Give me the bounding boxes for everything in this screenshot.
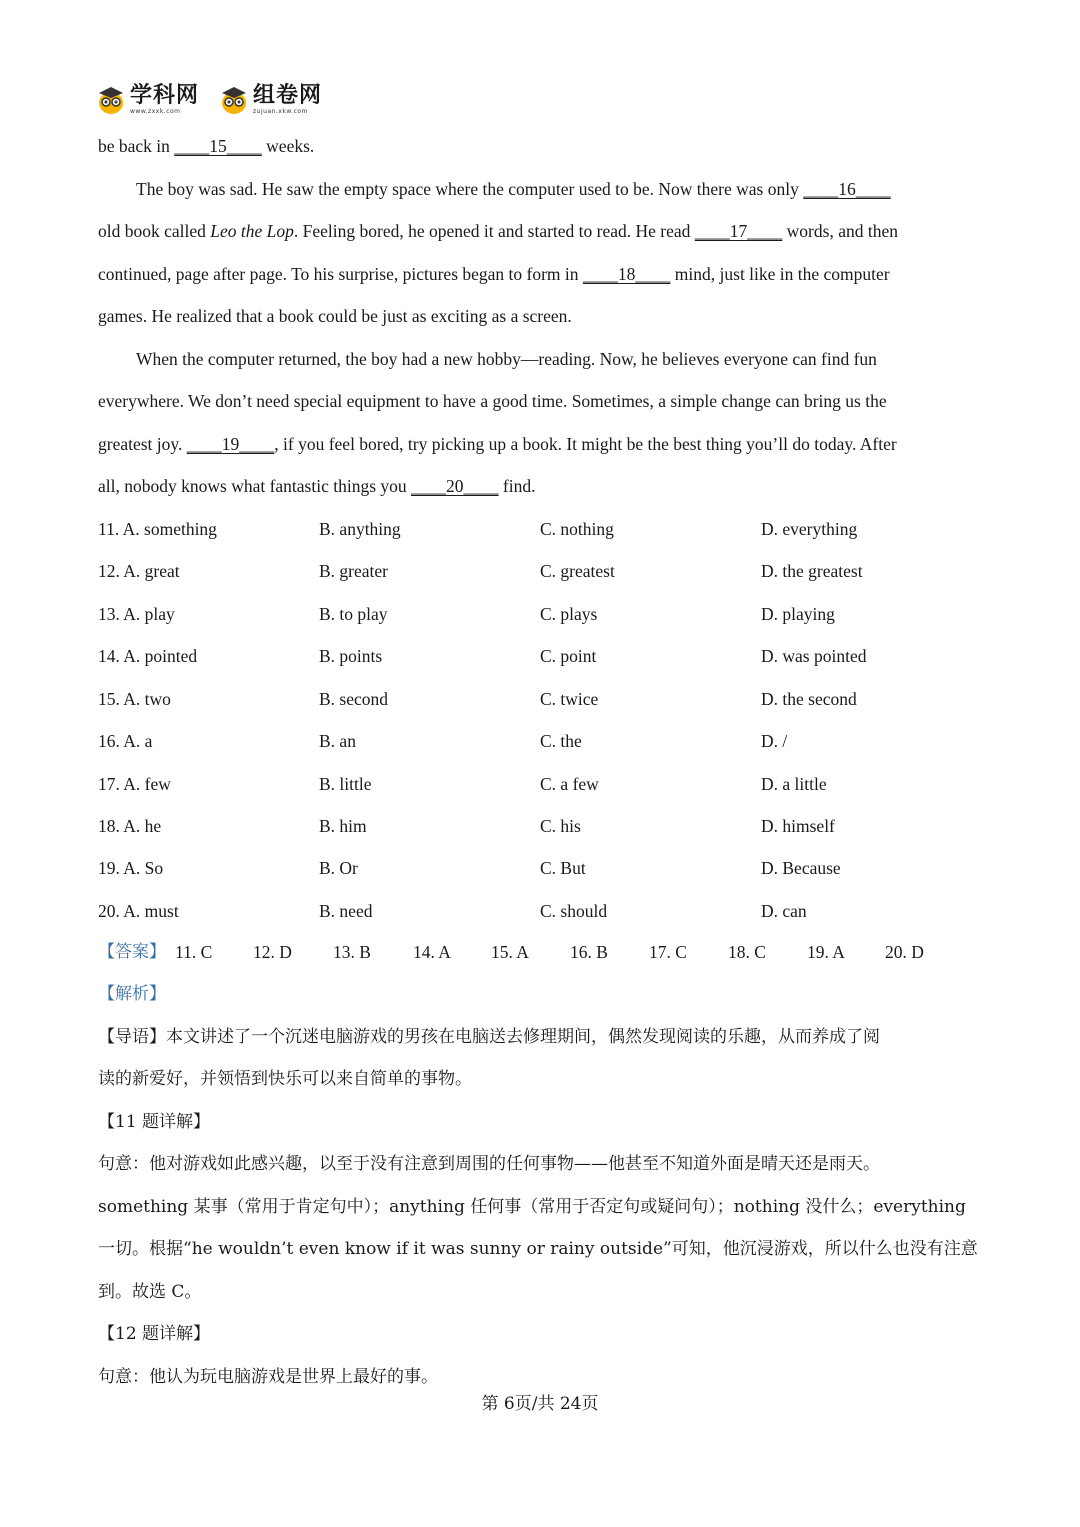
intro-line: 【导语】本文讲述了一个沉迷电脑游戏的男孩在电脑送去修理期间，偶然发现阅读的乐趣，从而养成了阅: [98, 1027, 880, 1047]
blank-15: ____ 15 ____: [174, 134, 262, 158]
option-c: C. twice: [540, 689, 599, 709]
text: greatest joy.: [98, 434, 187, 454]
option-d: D. everything: [761, 519, 858, 539]
zujuan-logo: [219, 85, 322, 115]
option-row: [98, 687, 978, 711]
q11-title: 【11 题详解】: [98, 1112, 211, 1132]
answer-item: 14. A: [413, 942, 451, 962]
answer-row: [98, 940, 998, 964]
intro-line: 读的新爱好，并领悟到快乐可以来自简单的事物。: [98, 1069, 472, 1089]
answer-item: 20. D: [885, 942, 924, 962]
text: , if you feel bored, try picking up a book. It might be the best thing you’ll do today. After: [274, 434, 897, 454]
option-row: [98, 856, 978, 880]
option-row: [98, 559, 978, 583]
option-c: C. should: [540, 901, 608, 921]
option-b: B. Or: [319, 858, 358, 878]
book-title: Leo the Lop: [210, 221, 294, 241]
option-d: D. Because: [761, 858, 841, 878]
answer-item: 13. B: [333, 942, 371, 962]
logo-name: 学科网: [130, 83, 200, 108]
option-d: D. a little: [761, 774, 827, 794]
blank-17: ____ 17 ____: [695, 219, 783, 243]
answer-item: 17. C: [649, 942, 687, 962]
passage-line: everywhere. We don’t need special equipment to have a good time. Sometimes, a simple change can bring us the: [98, 391, 887, 411]
text: be back in: [98, 136, 175, 156]
answer-item: 11. C: [175, 942, 213, 962]
analysis-label: 【解析】: [98, 984, 166, 1004]
option-c: C. nothing: [540, 519, 614, 539]
option-row: [98, 644, 978, 668]
passage-line: When the computer returned, the boy had a new hobby—reading. Now, he believes everyone can find fun: [136, 349, 877, 369]
option-b: B. need: [319, 901, 373, 921]
text: . Feeling bored, he opened it and started to read. He read: [293, 221, 695, 241]
option-row: [98, 899, 978, 923]
option-a: 15. A. two: [98, 689, 171, 709]
option-b: B. to play: [319, 604, 388, 624]
option-d: D. /: [761, 731, 788, 751]
option-d: D. himself: [761, 816, 835, 836]
option-a: 11. A. something: [98, 519, 217, 539]
answer-item: 12. D: [253, 942, 292, 962]
option-b: B. an: [319, 731, 356, 751]
text: words, and then: [782, 221, 898, 241]
text: weeks.: [261, 136, 315, 156]
option-d: D. the second: [761, 689, 857, 709]
q11-line: something 某事（常用于肯定句中）；anything 任何事（常用于否定句或疑问句）；nothing 没什么；everything: [98, 1197, 966, 1217]
option-c: C. a few: [540, 774, 599, 794]
text: mind, just like in the computer: [670, 264, 890, 284]
text: old book called: [98, 221, 211, 241]
option-b: B. points: [319, 646, 383, 666]
option-d: D. was pointed: [761, 646, 867, 666]
passage-line: [98, 474, 998, 498]
option-a: 16. A. a: [98, 731, 153, 751]
answer-item: 16. B: [570, 942, 608, 962]
option-a: 12. A. great: [98, 561, 180, 581]
q11-line: 到。故选 C。: [98, 1282, 202, 1302]
passage-line: [136, 177, 1036, 201]
option-c: C. point: [540, 646, 597, 666]
answer-item: 18. C: [728, 942, 766, 962]
logo-url: zujuan.xkw.com: [253, 108, 308, 115]
q12-title: 【12 题详解】: [98, 1324, 211, 1344]
option-d: D. can: [761, 901, 807, 921]
text: continued, page after page. To his surprise, pictures began to form in: [98, 264, 583, 284]
blank-19: ____ 19 ____: [187, 432, 275, 456]
owl-mascot-icon: [96, 85, 126, 115]
header-logos: [96, 80, 322, 120]
answer-label: 【答案】: [98, 942, 166, 962]
option-a: 19. A. So: [98, 858, 164, 878]
option-c: C. his: [540, 816, 581, 836]
blank-18: ____ 18 ____: [583, 262, 671, 286]
option-a: 17. A. few: [98, 774, 171, 794]
page-number: 第 6页/共 24页: [481, 1394, 599, 1414]
q11-line: 句意：他对游戏如此感兴趣，以至于没有注意到周围的任何事物——他甚至不知道外面是晴天还是雨天。: [98, 1154, 880, 1174]
option-c: C. plays: [540, 604, 598, 624]
passage-line: games. He realized that a book could be just as exciting as a screen.: [98, 306, 572, 326]
option-b: B. him: [319, 816, 367, 836]
logo-url: www.zxxk.com: [130, 108, 181, 115]
passage-line: [98, 219, 998, 243]
option-a: 13. A. play: [98, 604, 175, 624]
option-row: [98, 517, 978, 541]
passage-line: [98, 432, 998, 456]
option-row: [98, 602, 978, 626]
option-b: B. second: [319, 689, 389, 709]
option-d: D. playing: [761, 604, 835, 624]
answer-item: 15. A: [491, 942, 529, 962]
q12-line: 句意：他认为玩电脑游戏是世界上最好的事。: [98, 1367, 438, 1387]
blank-16: ____ 16 ____: [803, 177, 891, 201]
text: find.: [498, 476, 536, 496]
passage-line: [98, 134, 998, 158]
option-row: [98, 814, 978, 838]
option-b: B. little: [319, 774, 372, 794]
option-c: C. But: [540, 858, 586, 878]
option-c: C. greatest: [540, 561, 615, 581]
passage-line: [98, 262, 998, 286]
option-d: D. the greatest: [761, 561, 863, 581]
text: all, nobody knows what fantastic things you: [98, 476, 412, 496]
blank-20: ____ 20 ____: [411, 474, 499, 498]
zxxk-logo: [96, 85, 199, 115]
q11-line: 一切。根据“he wouldn’t even know if it was sunny or rainy outside”可知，他沉浸游戏，所以什么也没有注意: [98, 1239, 978, 1259]
text: The boy was sad. He saw the empty space where the computer used to be. Now there was only: [136, 179, 804, 199]
option-a: 18. A. he: [98, 816, 162, 836]
option-row: [98, 729, 978, 753]
option-b: B. anything: [319, 519, 401, 539]
option-a: 20. A. must: [98, 901, 179, 921]
option-c: C. the: [540, 731, 582, 751]
owl-mascot-icon: [219, 85, 249, 115]
option-row: [98, 772, 978, 796]
option-a: 14. A. pointed: [98, 646, 198, 666]
logo-name: 组卷网: [253, 83, 323, 108]
answer-item: 19. A: [807, 942, 845, 962]
option-b: B. greater: [319, 561, 388, 581]
